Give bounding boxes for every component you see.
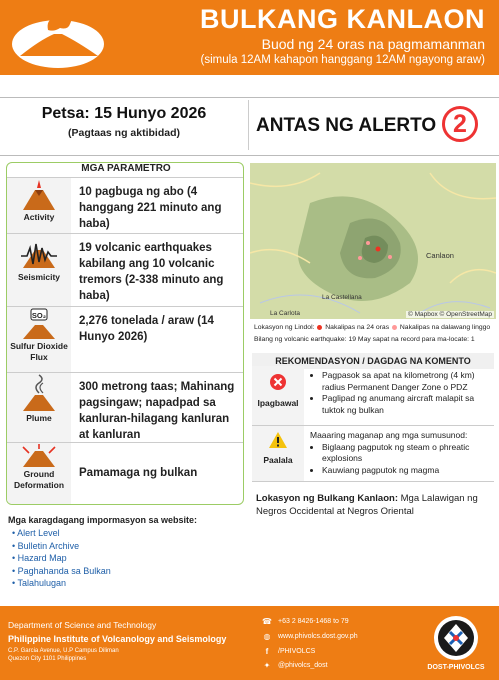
prohibited-icon — [267, 371, 289, 393]
legend-24h-label: Nakalipas na 24 oras — [325, 324, 390, 331]
address-line: C.P. Garcia Avenue, U.P Campus Diliman — [8, 648, 119, 654]
activity-status: (Pagtaas ng aktibidad) — [67, 127, 181, 139]
phone-number: +63 2 8426-1468 to 79 — [278, 618, 349, 625]
bulletin-date: Petsa: 15 Hunyo 2026 — [41, 105, 207, 122]
map-place-label: La Carlota — [270, 310, 300, 317]
link-hazard-map[interactable]: • Hazard Map — [12, 552, 111, 565]
earthquake-map[interactable] — [250, 163, 496, 319]
legend-2w-dot — [392, 325, 397, 330]
parameter-label: Activity — [23, 212, 55, 222]
list-item: • Biglaang pagputok ng steam o phreatic explosions — [322, 442, 490, 465]
institute-name: Philippine Institute of Volcanology and Seismology — [8, 634, 227, 644]
parameter-value: 2,276 tonelada / araw (14 Hunyo 2026) — [79, 315, 214, 343]
list-item: • Pagpasok sa apat na kilometrong (4 km) radius Permanent Danger Zone o PDZ — [322, 370, 490, 393]
header-banner — [0, 0, 499, 75]
earthquake-count: Bilang ng volcanic earthquake: 19 May sapat na record para ma-locate: 1 — [254, 336, 475, 343]
parameter-label: Sulfur Dioxide Flux — [10, 341, 68, 362]
website-links — [12, 527, 111, 590]
parameter-label: Plume — [26, 413, 52, 423]
link-bulletin-archive[interactable]: • Bulletin Archive — [12, 540, 111, 553]
parameters-panel — [6, 162, 244, 505]
facebook-handle[interactable]: /PHIVOLCS — [278, 648, 316, 655]
date-section — [0, 105, 248, 139]
map-place-label: La Castellana — [322, 294, 362, 301]
map-legend — [254, 324, 490, 331]
volcano-location — [256, 492, 494, 518]
map-place-label: Canlaon — [426, 251, 454, 260]
legend-24h-dot — [317, 325, 322, 330]
parameter-row-activity — [7, 177, 244, 233]
parameter-row-ground-deformation — [7, 442, 244, 505]
parameter-row-sulfur-dioxide — [7, 306, 244, 372]
department-name: Department of Science and Technology — [8, 620, 157, 630]
website-url[interactable]: www.phivolcs.dost.gov.ph — [278, 633, 358, 640]
recommendations-title: REKOMENDASYON / DAGDAG NA KOMENTO — [252, 353, 494, 369]
prohibition-row — [252, 366, 494, 426]
advisory-intro: Maaaring maganap ang mga sumusunod: — [310, 430, 468, 440]
address-line: Quezon City 1101 Philippines — [8, 656, 87, 662]
period-note: (simula 12AM kahapon hanggang 12AM ngayong araw) — [200, 54, 485, 66]
kanlaon-volcano-logo — [10, 6, 110, 71]
parameter-label: Ground Deformation — [13, 469, 65, 490]
twitter-handle[interactable]: @phivolcs_dost — [278, 662, 328, 669]
parameters-title: MGA PARAMETRO — [81, 163, 171, 174]
footer — [0, 606, 499, 680]
so2-badge: SO₂ — [31, 311, 47, 320]
sulfur-dioxide-icon — [19, 307, 59, 341]
seismograph-icon — [19, 234, 59, 272]
ground-deformation-icon — [19, 443, 59, 469]
parameter-value: 19 volcanic earthquakes kabilang ang 10 volcanic tremors (2-338 minuto ang haba) — [79, 242, 224, 302]
parameter-row-seismicity — [7, 233, 244, 306]
facebook-icon: f — [265, 647, 269, 656]
prohibition-label: Ipagbawal — [257, 398, 299, 408]
warning-icon — [267, 430, 289, 450]
parameter-row-plume — [7, 372, 244, 442]
list-item: • Kauwiang pagputok ng magma — [322, 465, 490, 477]
website-links-title: Mga karagdagang impormasyon sa website: — [8, 515, 198, 525]
link-glossary[interactable]: • Talahulugan — [12, 577, 111, 590]
parameter-label: Seismicity — [17, 272, 61, 282]
map-terrain — [250, 163, 496, 319]
link-volcano-preparedness[interactable]: • Paghahanda sa Bulkan — [12, 565, 111, 578]
logo-label: DOST-PHIVOLCS — [427, 664, 485, 671]
phone-icon: ☎ — [262, 617, 272, 626]
legend-prefix: Lokasyon ng Lindol: — [254, 324, 315, 331]
location-label: Lokasyon ng Bulkang Kanlaon: — [256, 493, 398, 504]
map-attribution[interactable]: © Mapbox © OpenStreetMap — [407, 311, 492, 318]
twitter-icon: ✦ — [263, 661, 271, 670]
alert-level-badge: 2 — [442, 106, 478, 142]
parameter-value: 10 pagbuga ng abo (4 hanggang 221 minuto ang haba) — [79, 186, 222, 230]
advisory-label: Paalala — [263, 455, 293, 465]
legend-2w-label: Nakalipas na dalawang linggo — [399, 324, 491, 331]
alert-level-label: ANTAS NG ALERTO — [256, 115, 437, 136]
parameter-value: Pamamaga ng bulkan — [79, 467, 198, 479]
page-subtitle: Buod ng 24 oras na pagmamanman — [261, 36, 485, 52]
volcano-activity-icon — [19, 178, 59, 212]
plume-icon — [19, 373, 59, 413]
divider — [248, 100, 249, 150]
link-alert-level[interactable]: • Alert Level — [12, 527, 111, 540]
list-item: • Paglipad ng anumang aircraft malapit sa tuktok ng bulkan — [322, 393, 490, 416]
divider — [0, 97, 499, 98]
page-title: BULKANG KANLAON — [200, 4, 485, 34]
globe-icon: ◍ — [263, 632, 271, 641]
divider — [0, 155, 499, 156]
location-value: Mga Lalawigan ng Negros Occidental at Negros Oriental — [256, 493, 478, 517]
parameter-value: 300 metrong taas; Mahinang pagsingaw; napadpad sa kanluran-hilagang kanluran at kanluran — [79, 381, 235, 441]
advisory-row — [252, 426, 494, 482]
